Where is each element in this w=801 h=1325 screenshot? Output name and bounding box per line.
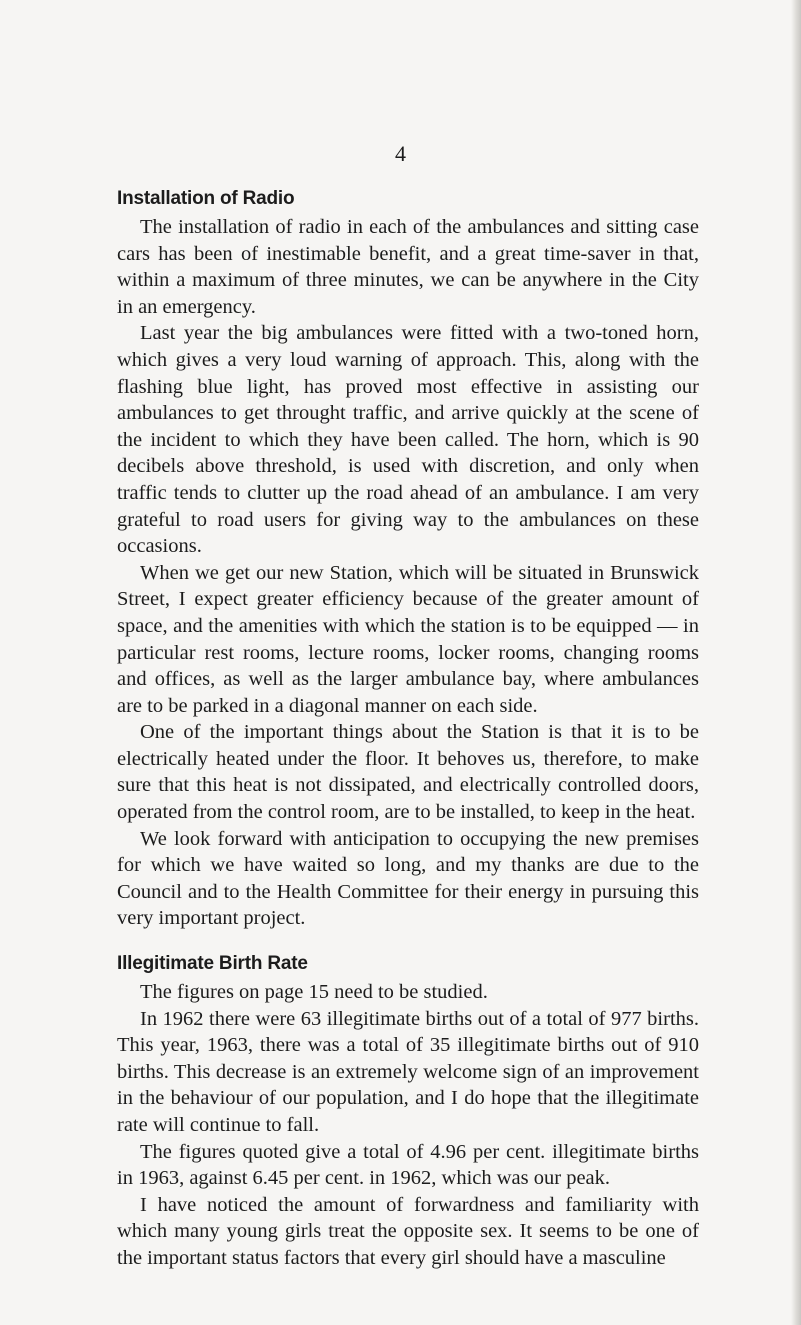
section-installation-of-radio xyxy=(117,184,699,932)
body-paragraph: We look forward with anticipation to occupying the new premises for which we have waited so long, and my thanks are due to the Council and to the Health Committee for their energy in pursuing this very important project. xyxy=(117,827,699,930)
body-paragraph: Last year the big ambulances were fitted with a two-toned horn, which gives a very loud warning of approach. This, along with the flashing blue light, has proved most effective in assisting our ambulances to get throught traffic, and arrive quickly at the scene of the incident to which they have been called. The horn, which is 90 decibels above threshold, is used with discretion, and only when traffic tends to clutter up the road ahead of an ambulance. I am very grateful to road users for giving way to the ambulances on these occasions. xyxy=(117,322,699,558)
section-heading: Installation of Radio xyxy=(117,188,295,209)
page-body xyxy=(117,184,699,1272)
page-number: 4 xyxy=(395,141,406,166)
section-illegitimate-birth-rate xyxy=(117,949,699,1272)
body-paragraph: The figures on page 15 need to be studied. xyxy=(140,981,488,1004)
body-paragraph: The installation of radio in each of the ambulances and sitting case cars has been of inestimable benefit, and a great time-saver in that, within a maximum of three minutes, we can be anywhere in the City in an emergency. xyxy=(117,216,699,318)
section-heading: Illegitimate Birth Rate xyxy=(117,953,308,975)
body-paragraph: I have noticed the amount of forwardness and familiarity with which many young girls treat the opposite sex. It seems to be one of the important status factors that every girl should have a masculine xyxy=(117,1193,699,1269)
body-paragraph: One of the important things about the Station is that it is to be electrically heated under the floor. It behoves us, therefore, to make sure that this heat is not dissipated, and electrically controlled doors, operated from the control room, are to be installed, to keep in the heat. xyxy=(117,721,699,824)
body-paragraph: The figures quoted give a total of 4.96 per cent. illegitimate births in 1963, against 6.45 per cent. in 1962, which was our peak. xyxy=(117,1140,699,1190)
body-paragraph: When we get our new Station, which will be situated in Brunswick Street, I expect greater efficiency because of the greater amount of space, and the amenities with which the station is to be equipped — in particular rest rooms, lecture rooms, locker rooms, changing rooms and offices, as well as the larger ambulance bay, where ambulances are to be parked in a diagonal manner on each side. xyxy=(117,561,699,717)
page-edge-shadow xyxy=(791,0,801,1325)
body-paragraph: In 1962 there were 63 illegitimate births out of a total of 977 births. This year, 1963, there was a total of 35 illegitimate births out of 910 births. This decrease is an extremely welcome sign of an improvement in the behaviour of our population, and I do hope that the illegitimate rate will continue to fall. xyxy=(117,1007,699,1136)
